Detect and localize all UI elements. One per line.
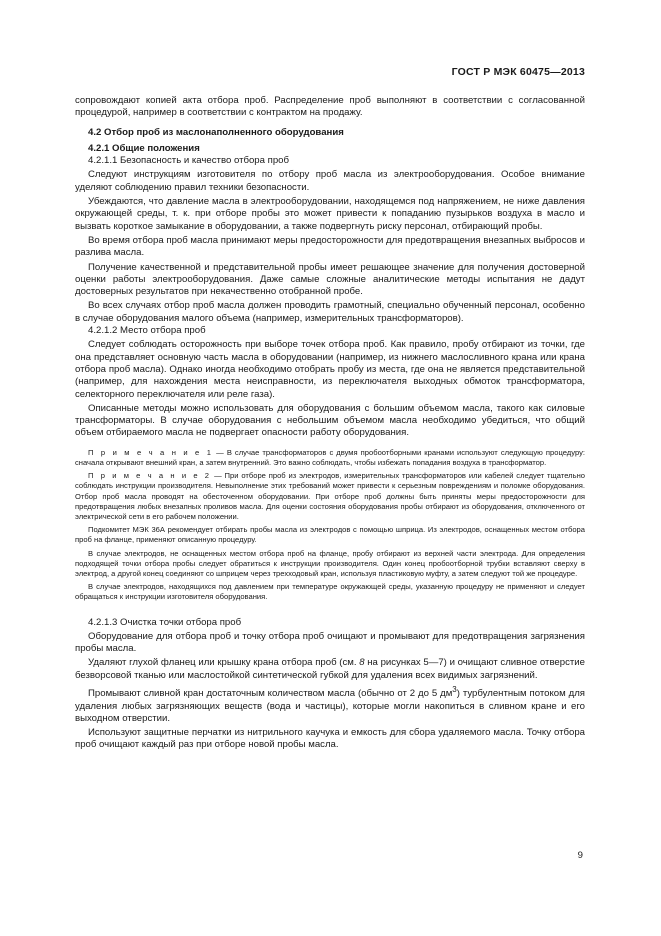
section-4-2-1-1-title: 4.2.1.1 Безопасность и качество отбора проб	[88, 155, 289, 167]
paragraph: Используют защитные перчатки из нитрильного каучука и емкость для сбора удаляемого масла. Точку отбора проб очищают каждый раз при отборе новой пробы масла.	[75, 727, 585, 751]
section-4-2-1-title: 4.2.1 Общие положения	[88, 142, 200, 154]
text-run: ) турбулентным потоком для удаления любых загрязняющих веществ (вода и частицы), которые могли накопиться в сливном кране и его выходном отверстии.	[75, 688, 586, 724]
paragraph	[75, 684, 585, 725]
intro-paragraph: сопровождают копией акта отбора проб. Распределение проб выполняют в соответствии с согласованной процедурой, например в соответствии с контрактом на продажу.	[75, 95, 585, 119]
figure-item-ref: 8	[359, 657, 365, 669]
paragraph: Оборудование для отбора проб и точку отбора проб очищают и промывают для предотвращения загрязнения пробы масла.	[75, 630, 585, 655]
paragraph: Получение качественной и представительной пробы имеет решающее значение для получения достоверной оценки работы электрооборудования. Даже самые сложные аналитические методы испытания не дадут достоверных результатов при некачественно отобранной пробе.	[75, 261, 585, 298]
paragraph: Во время отбора проб масла принимают меры предосторожности для предотвращения внезапных выбросов и разлива масла.	[75, 234, 585, 259]
notes-block	[75, 448, 585, 603]
superscript: 3	[452, 685, 457, 695]
text-run: Удаляют глухой фланец или крышку крана отбора проб (см.	[88, 657, 360, 669]
section-4-2-title: 4.2 Отбор проб из маслонаполненного оборудования	[88, 126, 344, 138]
paragraph: Во всех случаях отбор проб масла должен проводить грамотный, специально обученный персонал, особенно в случае оборудования малого объема (например, измерительных трансформаторов).	[75, 300, 585, 324]
document-header: ГОСТ Р МЭК 60475—2013	[451, 66, 585, 78]
paragraph: Описанные методы можно использовать для оборудования с большим объемом масла, такого как силовые трансформаторы. В случае оборудования с небольшим объемом масла необходимо убедиться, что общий объем отбираемого масла не подвергает опасности работу оборудования.	[75, 402, 585, 439]
note-paragraph: Подкомитет МЭК 36А рекомендует отбирать пробы масла из электродов с помощью шприца. Из электродов, оснащенных местом отбора проб на фланце, применяют описанную процедуру.	[75, 525, 585, 545]
note-1-text: — В случае трансформаторов с двумя пробоотборными кранами используют следующую процедуру: сначала открывают внешний кран, а затем внутренний. Это важно соблюдать, чтобы избежать попадания воздуха в трансформатор.	[75, 447, 585, 467]
paragraph: Убеждаются, что давление масла в электрооборудовании, находящемся под напряжением, не ниже давления окружающей среды, т. к. при отборе пробы это может привести к попаданию пузырьков воздуха в масло и вызвать короткое замыкание в оборудовании, а также подвергнуть риску персонал, отбирающий пробы.	[75, 196, 585, 232]
paragraph: Следуют инструкциям изготовителя по отбору проб масла из электрооборудования. Особое внимание уделяют соблюдению правил техники безопасности.	[75, 169, 585, 193]
section-4-2-1-2-title: 4.2.1.2 Место отбора проб	[88, 325, 206, 337]
note-2-text: — При отборе проб из электродов, измерительных трансформаторов или кабелей следует тщательно соблюдать инструкции производителя. Невыполнение этих требований может привести к серьезным повреждениям и поломке оборудования. Отбор проб масла проводят на обесточенном оборудовании. При отборе проб должны быть приняты меры предосторожности для предотвращения любых внезапных проливов масла. Для оценки состояния оборудования пробы отбирают из оборудования, отключенного от электрической сети в его рабочем положении.	[75, 471, 585, 521]
note-1	[75, 448, 585, 468]
text-run: на рисунках 5—7) и очищают сливное отверстие безворсовой тканью или маслостойкой синтетической губкой для удаления всех видимых загрязнений.	[75, 657, 585, 681]
page-number: 9	[577, 850, 583, 861]
page-content	[75, 95, 585, 752]
text-run: Промывают сливной кран достаточным количеством масла (обычно от 2 до 5 дм	[88, 688, 453, 700]
note-paragraph: В случае электродов, находящихся под давлением при температуре окружающей среды, указанную процедуру не применяют и следует обращаться к инструкции изготовителя оборудования.	[75, 582, 585, 602]
note-2	[75, 471, 585, 522]
note-2-label: П р и м е ч а н и е 2	[88, 471, 212, 481]
note-1-label: П р и м е ч а н и е 1	[88, 447, 214, 457]
section-4-2-1-3-title: 4.2.1.3 Очистка точки отбора проб	[88, 616, 242, 628]
paragraph: Следует соблюдать осторожность при выборе точек отбора проб. Как правило, пробу отбирают из точки, где она представляет основную часть масла в оборудовании (например, из нижнего маслосливного крана или крана отбора проб масла). Однако иногда необходимо отобрать пробу из места, где она не является представительной (например, для нахождения места неисправности, из переключателя выходных обмоток трансформатора, селекторного переключателя или реле газа).	[75, 339, 585, 400]
paragraph	[75, 657, 585, 682]
note-paragraph: В случае электродов, не оснащенных местом отбора проб на фланце, пробу отбирают из верхней части электрода. Для определения подходящей точки отбора пробы следует обратиться к инструкции производителя. Один конец пробоотборной трубки вставляют сверху в электрод, а другой конец соединяют со шприцем через трехходовый кран, используя пластиковую муфту, а затем следуют той же процедуре.	[75, 548, 585, 578]
